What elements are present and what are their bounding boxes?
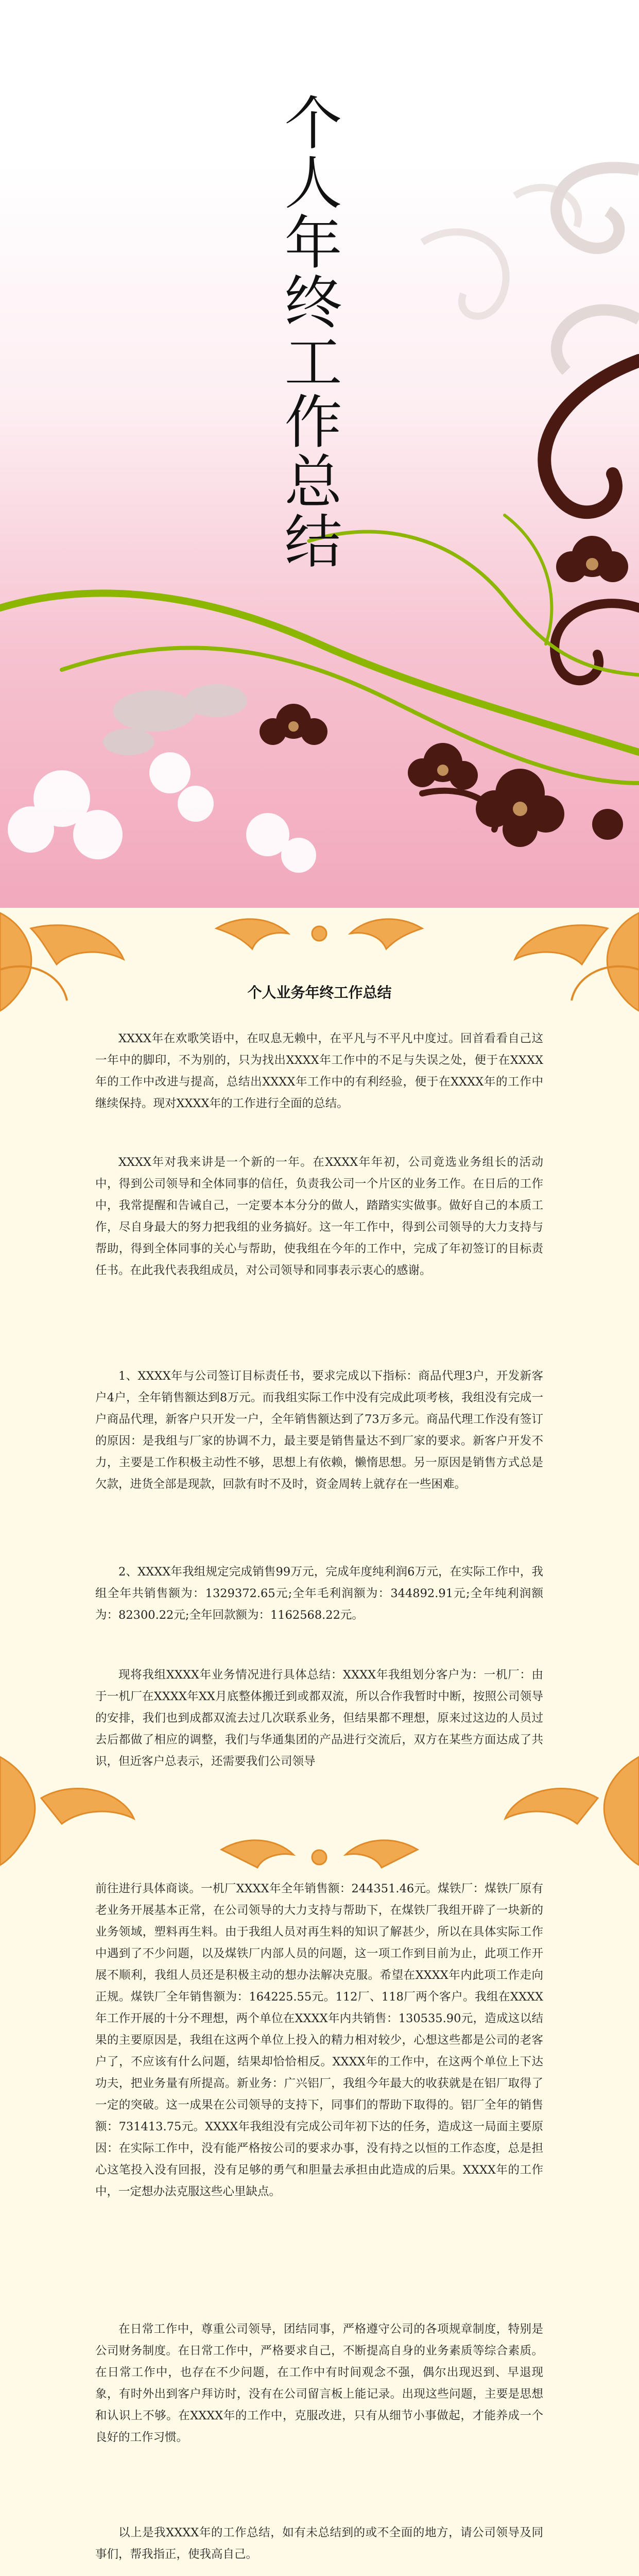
ornament-top (0, 908, 639, 1021)
cover-banner (0, 0, 639, 908)
paragraph-daily-work: 在日常工作中，尊重公司领导，团结同事，严格遵守公司的各项规章制度，特别是公司财务制度。在日常工作中，严格要求自己，不断提高自身的业务素质等综合素质。在日常工作中，也存在不少问题，在工作中有时间观念不强，偶尔出现迟到、早退现象，有时外出到客户拜访时，没有在公司留言板上能记录。出现这些问题，主要是思想和认识上不够。在XXXX年的工作中，克服改进，只有从细节小事做起，才能养成一个良好的工作习惯。 (95, 2323, 543, 2444)
paragraph-closing: 以上是我XXXX年的工作总结，如有未总结到的或不全面的地方，请公司领导及同事们，帮我指正，使我高自己。 (95, 2526, 543, 2561)
cover-title: 个人年终工作总结 (275, 93, 342, 571)
paragraph-target-1: 1、XXXX年与公司签订目标责任书，要求完成以下指标：商品代理3户，开发新客户4户，全年销售额达到8万元。而我组实际工作中没有完成此项考核，我组没有完成一户商品代理，新客户只开发一户，全年销售额达到了73万多元。商品代理工作没有签订的原因：是我组与厂家的协调不力，最主要是销售量达不到厂家的要求。新客户开发不力，主要是工作积极主动性不够，思想上有依赖，懒惰思想。另一原因是销售方式总是欠款，进货全部是现款，回款有时不及时，资金周转上就存在一些困难。 (95, 1369, 543, 1491)
paragraph-target-2: 2、XXXX年我组规定完成销售99万元，完成年度纯利润6万元，在实际工作中，我组全年共销售额为：1329372.65元;全年毛利润额为：344892.91元;全年纯利润额为：82300.22元;全年回款额为：1162568.22元。 (95, 1565, 543, 1622)
document-title: 个人业务年终工作总结 (247, 984, 392, 1001)
paragraph-overview: XXXX年对我来讲是一个新的一年。在XXXX年年初，公司竟选业务组长的活动中，得到公司领导和全体同事的信任，负责我公司一个片区的业务工作。在日后的工作中，我常提醒和告诫自己，一定要本本分分的做人，踏踏实实做事。做好自己的本质工作，尽自身最大的努力把我组的业务搞好。这一年工作中，得到公司领导的大力支持与帮助，得到全体同事的关心与帮助，使我组在今年的工作中，完成了年初签订的目标责任书。在此我代表我组成员，对公司领导和同事表示衷心的感谢。 (95, 1156, 543, 1277)
paragraph-intro: XXXX年在欢歌笑语中，在叹息无赖中，在平凡与不平凡中度过。回首看看自己这一年中的脚印，不为别的，只为找出XXXX年工作中的不足与失误之处，便于在XXXX年的工作中改进与提高，总结出XXXX年工作中的有利经验，便于在XXXX年的工作中继续保持。现对XXXX年的工作进行全面的总结。 (95, 1032, 543, 1110)
paragraph-clients-part1: 现将我组XXXX年业务情况进行具体总结：XXXX年我组划分客户为：一机厂：由于一机厂在XXXX年XX月底整体搬迁到或都双流，所以合作我暂时中断，按照公司领导的安排，我们也到成都双流去过几次联系业务，但结果都不理想，原来过这边的人员过去后都做了相应的调整，我们与华通集团的产品进行交流后，双方在某些方面达成了共识，但近客户总表示，还需要我们公司领导 (95, 1668, 543, 1768)
ornament-middle (0, 1747, 639, 1875)
paragraph-clients-part2: 前往进行具体商谈。一机厂XXXX年全年销售额：244351.46元。煤铁厂：煤铁厂原有老业务开展基本正常，在公司领导的大力支持与帮助下，在煤铁厂我组开辟了一块新的业务领域，塑料再生料。由于我组人员对再生料的知识了解甚少，所以在具体实际工作中遇到了不少问题，以及煤铁厂内部人员的问题，这一项工作到目前为止，此项工作开展不顺利，我组人员还是积极主动的想办法解决克服。希望在XXXX年内此项工作走向正规。煤铁厂全年销售额为：164225.55元。112厂、118厂两个客户。我组在XXXX年工作开展的十分不理想，两个单位在XXXX年内共销售：130535.90元，造成这以结果的主要原因是，我组在这两个单位上投入的精力相对较少，心想这些都是公司的老客户了，不应该有什么问题，结果却恰恰相反。XXXX年的工作中，在这两个单位上下达功夫，把业务量有所提高。新业务：广兴铝厂，我组今年最大的收获就是在铝厂取得了一定的突破。这一成果在公司领导的支持下，同事们的帮助下取得的。铝厂全年的销售额：731413.75元。XXXX年我组没有完成公司年初下达的任务，造成这一局面主要原因：在实际工作中，没有能严格按公司的要求办事，没有持之以恒的工作态度，总是担心这笔投入没有回报，没有足够的勇气和胆量去承担由此造成的后果。XXXX年的工作中，一定想办法克服这些心里缺点。 (95, 1882, 543, 2198)
